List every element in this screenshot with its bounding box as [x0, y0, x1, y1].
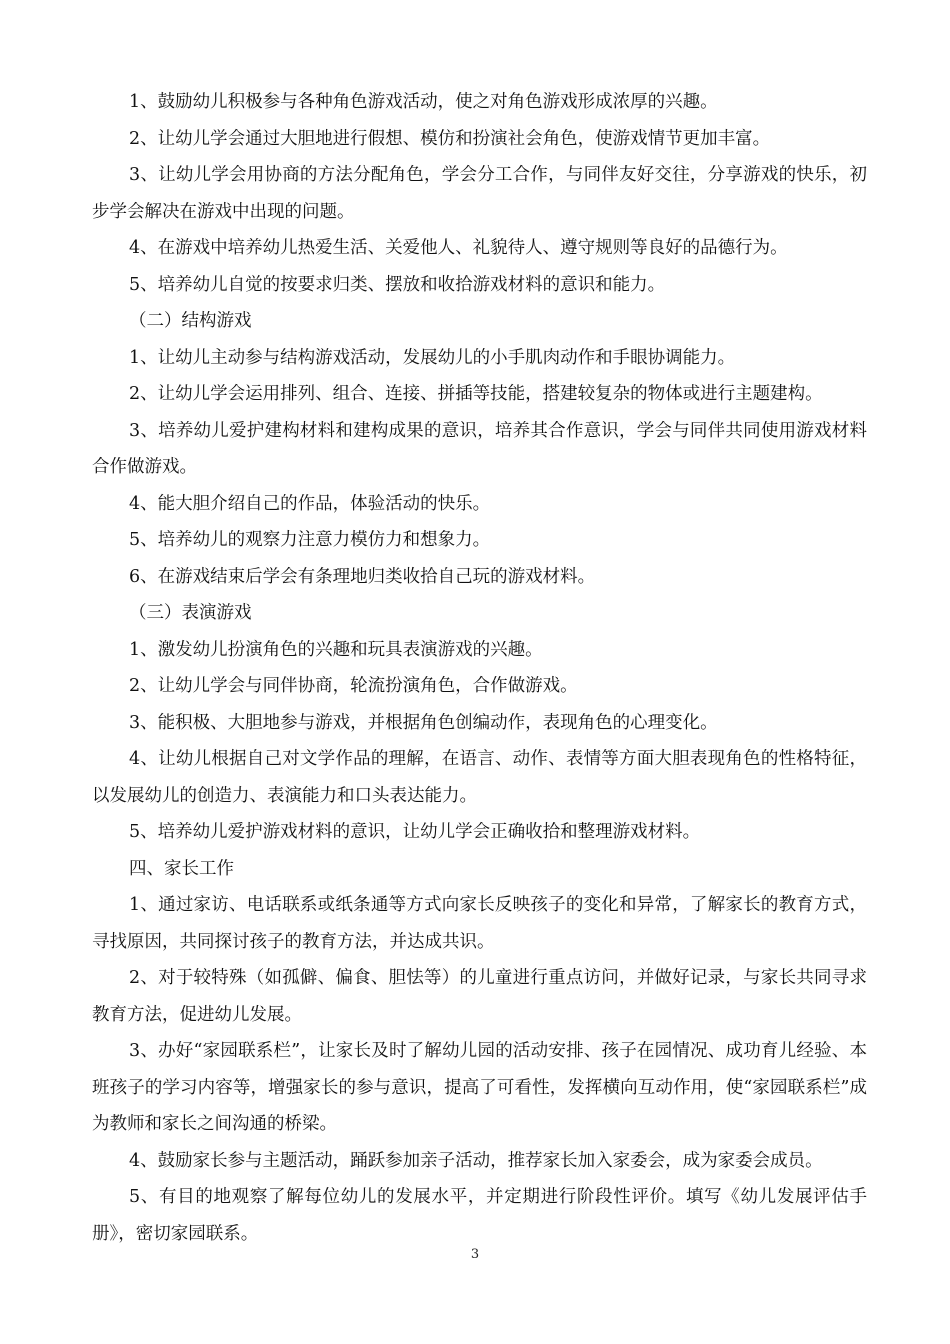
paragraph: 2、让幼儿学会通过大胆地进行假想、模仿和扮演社会角色，使游戏情节更加丰富。 [129, 128, 771, 149]
section-heading-structure-games: （二）结构游戏 [129, 311, 252, 331]
paragraph: 4、鼓励家长参与主题活动，踊跃参加亲子活动，推荐家长加入家委会，成为家委会成员。 [129, 1150, 823, 1171]
paragraph: 5、培养幼儿自觉的按要求归类、摆放和收拾游戏材料的意识和能力。 [129, 274, 666, 295]
paragraph: 5、有目的地观察了解每位幼儿的发展水平，并定期进行阶段性评价。填写《幼儿发展评估手册》，密切家园联系。 [92, 1187, 867, 1244]
page-number: 3 [470, 1247, 480, 1262]
paragraph: 6、在游戏结束后学会有条理地归类收拾自己玩的游戏材料。 [129, 566, 596, 587]
paragraph: 3、能积极、大胆地参与游戏，并根据角色创编动作，表现角色的心理变化。 [129, 712, 718, 733]
paragraph: 1、让幼儿主动参与结构游戏活动，发展幼儿的小手肌肉动作和手眼协调能力。 [129, 347, 736, 368]
paragraph: 5、培养幼儿爱护游戏材料的意识，让幼儿学会正确收拾和整理游戏材料。 [129, 822, 701, 842]
section-heading-parent-work: 四、家长工作 [129, 858, 234, 879]
paragraph: 1、激发幼儿扮演角色的兴趣和玩具表演游戏的兴趣。 [129, 639, 543, 660]
paragraph: 3、让幼儿学会用协商的方法分配角色，学会分工合作，与同伴友好交往，分享游戏的快乐，初步学会解决在游戏中出现的问题。 [92, 165, 867, 222]
section-heading-performance-games: （三）表演游戏 [129, 603, 252, 623]
paragraph: 3、办好“家园联系栏”，让家长及时了解幼儿园的活动安排、孩子在园情况、成功育儿经验、本班孩子的学习内容等，增强家长的参与意识，提高了可看性，发挥横向互动作用，使“家园联系栏”成为教师和家长之间沟通的桥梁。 [92, 1041, 867, 1134]
paragraph: 2、对于较特殊（如孤僻、偏食、胆怯等）的儿童进行重点访问，并做好记录，与家长共同寻求教育方法，促进幼儿发展。 [92, 968, 867, 1025]
document-body [92, 84, 867, 1252]
paragraph: 2、让幼儿学会运用排列、组合、连接、拼插等技能，搭建较复杂的物体或进行主题建构。 [129, 384, 823, 404]
paragraph: 5、培养幼儿的观察力注意力模仿力和想象力。 [129, 530, 491, 550]
paragraph: 3、培养幼儿爱护建构材料和建构成果的意识，培养其合作意识，学会与同伴共同使用游戏材料合作做游戏。 [92, 420, 867, 477]
paragraph: 4、让幼儿根据自己对文学作品的理解，在语言、动作、表情等方面大胆表现角色的性格特征，以发展幼儿的创造力、表演能力和口头表达能力。 [92, 749, 867, 806]
paragraph: 4、在游戏中培养幼儿热爱生活、关爱他人、礼貌待人、遵守规则等良好的品德行为。 [129, 238, 788, 258]
paragraph: 4、能大胆介绍自己的作品，体验活动的快乐。 [129, 493, 491, 514]
paragraph: 1、通过家访、电话联系或纸条通等方式向家长反映孩子的变化和异常，了解家长的教育方式，寻找原因，共同探讨孩子的教育方法，并达成共识。 [92, 895, 867, 952]
paragraph: 2、让幼儿学会与同伴协商，轮流扮演角色，合作做游戏。 [129, 676, 578, 696]
paragraph: 1、鼓励幼儿积极参与各种角色游戏活动，使之对角色游戏形成浓厚的兴趣。 [129, 92, 718, 112]
